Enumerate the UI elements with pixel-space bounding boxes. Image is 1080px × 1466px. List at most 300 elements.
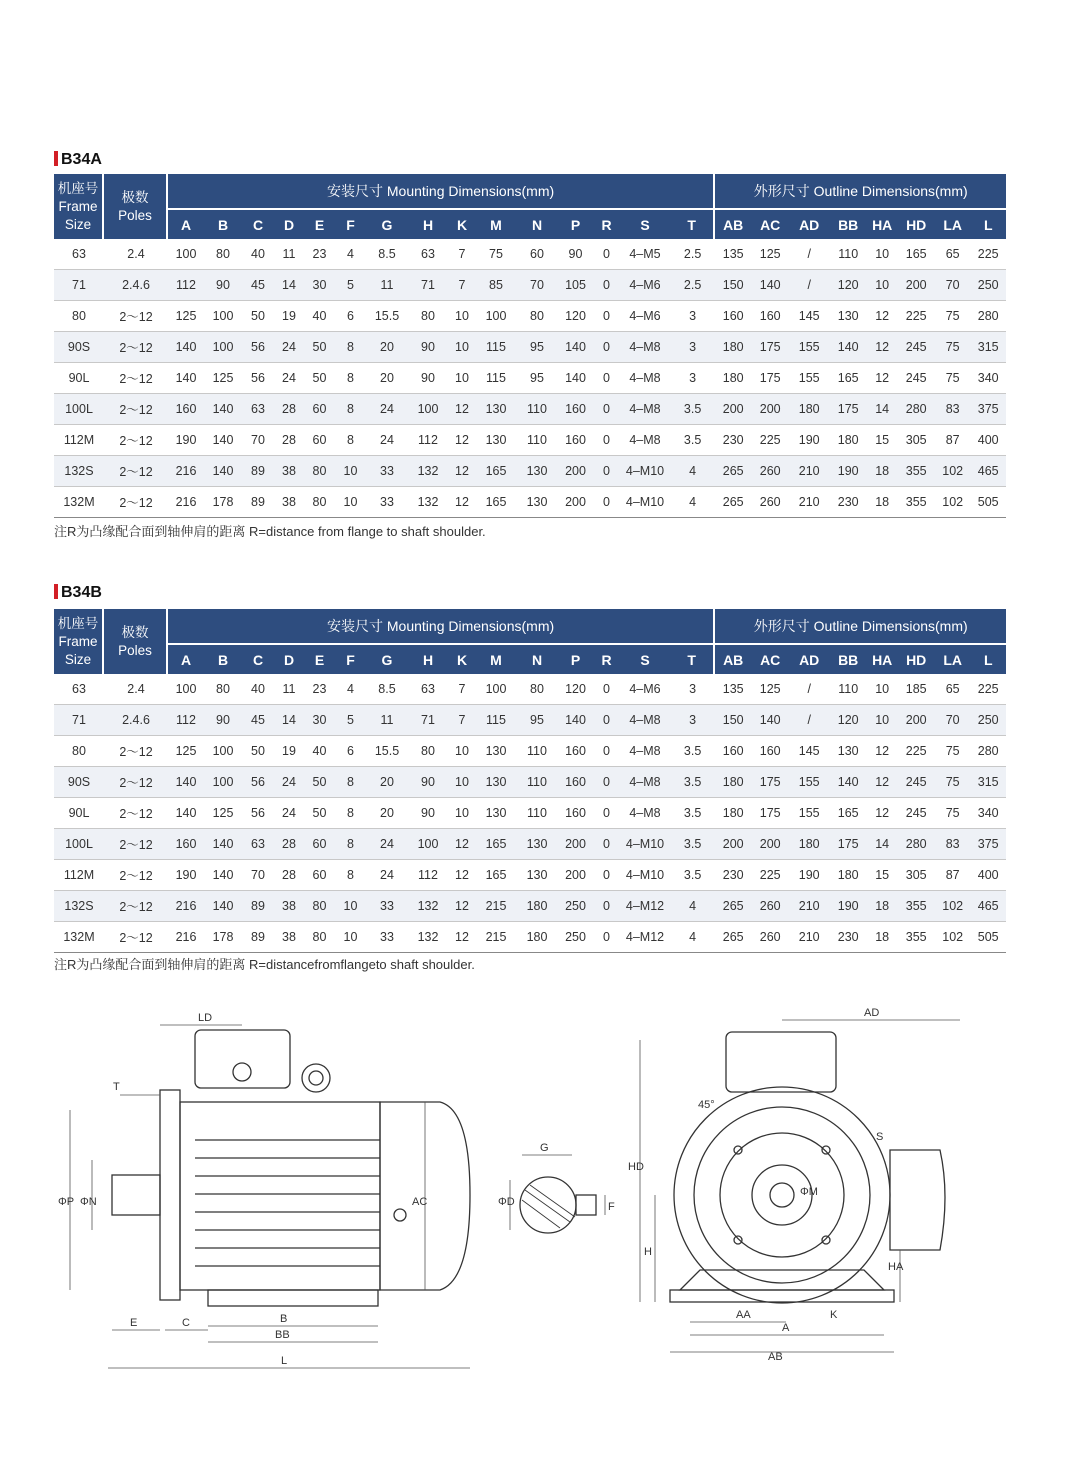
table-cell: 24 (274, 332, 304, 363)
table-cell: 80 (204, 239, 242, 270)
table-cell: 100 (408, 829, 448, 860)
table-cell: 50 (304, 767, 335, 798)
table-cell: 115 (476, 705, 516, 736)
table-cell: 165 (476, 456, 516, 487)
table-cell: 100 (204, 301, 242, 332)
table-cell: 38 (274, 487, 304, 518)
table-cell: 23 (304, 239, 335, 270)
table-cell: 225 (970, 674, 1006, 705)
table-cell: 265 (715, 922, 751, 953)
table-cell: 100 (204, 767, 242, 798)
column-header-ad: AD (789, 208, 829, 239)
table-cell: 140 (829, 767, 867, 798)
table-cell: 75 (935, 301, 970, 332)
table-cell: 10 (335, 456, 366, 487)
table-cell: 5 (335, 270, 366, 301)
table-cell: 3.5 (670, 394, 715, 425)
table-cell: 6 (335, 301, 366, 332)
table-cell: 4–M8 (620, 394, 670, 425)
table-cell: 30 (304, 270, 335, 301)
table-cell: 100 (204, 332, 242, 363)
table-cell: 140 (204, 394, 242, 425)
table-cell: 180 (789, 829, 829, 860)
table-cell: 60 (304, 394, 335, 425)
dimension-label: L (281, 1355, 288, 1367)
table-cell: 11 (274, 239, 304, 270)
table-cell: 24 (366, 425, 408, 456)
table-cell: 132M (54, 487, 104, 518)
table-cell: 112M (54, 860, 104, 891)
table-cell: 23 (304, 674, 335, 705)
table-cell: 80 (204, 674, 242, 705)
table-row (54, 332, 1006, 363)
dimension-label: LD (198, 1012, 213, 1024)
table-cell: 90S (54, 332, 104, 363)
table-row (54, 736, 1006, 767)
table-cell: 180 (516, 891, 558, 922)
table-cell: 28 (274, 425, 304, 456)
column-header-hd: HD (897, 643, 935, 674)
table-cell: 4–M10 (620, 829, 670, 860)
table-cell: 140 (168, 332, 204, 363)
table-cell: 315 (970, 767, 1006, 798)
table-cell: 2～12 (104, 394, 168, 425)
table-cell: 215 (476, 891, 516, 922)
table-cell: 145 (789, 736, 829, 767)
table-cell: 40 (304, 736, 335, 767)
column-header-ha: HA (867, 643, 897, 674)
column-header-f: F (335, 208, 366, 239)
table-cell: 265 (715, 487, 751, 518)
table-cell: 10 (335, 922, 366, 953)
table-cell: 12 (448, 487, 476, 518)
table-cell: 65 (935, 239, 970, 270)
table-cell: 465 (970, 456, 1006, 487)
table-cell: 265 (715, 456, 751, 487)
dimension-label: G (540, 1142, 549, 1154)
table-cell: 4–M8 (620, 363, 670, 394)
table-note-b34b: 注R为凸缘配合面到轴伸肩的距离 R=distancefromflangeto shaft shoulder. (54, 957, 475, 972)
table-row (54, 767, 1006, 798)
dimension-label: ΦM (800, 1186, 818, 1198)
table-cell: 155 (789, 767, 829, 798)
table-cell: 7 (448, 239, 476, 270)
table-cell: 190 (829, 891, 867, 922)
table-cell: 28 (274, 394, 304, 425)
table-cell: 75 (935, 363, 970, 394)
table-cell: 132 (408, 891, 448, 922)
table-cell: 33 (366, 456, 408, 487)
red-marker-icon (54, 151, 58, 166)
table-cell: 132 (408, 456, 448, 487)
table-cell: 140 (168, 363, 204, 394)
table-cell: 4 (335, 239, 366, 270)
table-cell: 2～12 (104, 829, 168, 860)
table-cell: 135 (715, 674, 751, 705)
table-cell: 110 (516, 767, 558, 798)
column-header-c: C (242, 208, 274, 239)
table-cell: 89 (242, 456, 274, 487)
table-cell: 102 (935, 891, 970, 922)
table-cell: 50 (242, 736, 274, 767)
table-cell: 4 (335, 674, 366, 705)
shaft-section-drawing (520, 1177, 596, 1233)
table-cell: 125 (168, 301, 204, 332)
column-header-p: P (558, 208, 593, 239)
table-cell: 90 (204, 705, 242, 736)
table-row (54, 363, 1006, 394)
table-cell: 160 (558, 767, 593, 798)
table-cell: 150 (715, 705, 751, 736)
frame-size-header: 机座号 Frame Size (54, 174, 104, 239)
table-cell: 132S (54, 456, 104, 487)
table-cell: 90 (408, 767, 448, 798)
column-header-ad: AD (789, 643, 829, 674)
table-cell: 375 (970, 394, 1006, 425)
table-cell: 155 (789, 332, 829, 363)
table-cell: 95 (516, 332, 558, 363)
table-cell: 70 (935, 270, 970, 301)
section-title-b34a: B34A (54, 151, 102, 169)
table-cell: 140 (168, 767, 204, 798)
table-cell: 14 (867, 829, 897, 860)
table-cell: 160 (168, 394, 204, 425)
table-cell: 130 (476, 767, 516, 798)
table-row (54, 674, 1006, 705)
table-cell: 3 (670, 332, 715, 363)
table-cell: 2～12 (104, 922, 168, 953)
dimension-label: H (644, 1246, 652, 1258)
outline-dimensions-header: 外形尺寸 Outline Dimensions(mm) (715, 609, 1006, 643)
table-cell: 112 (168, 270, 204, 301)
table-cell: 40 (242, 674, 274, 705)
table-cell: 38 (274, 891, 304, 922)
table-cell: 4–M10 (620, 456, 670, 487)
column-header-s: S (620, 643, 670, 674)
column-header-f: F (335, 643, 366, 674)
table-row (54, 394, 1006, 425)
table-cell: 100 (168, 674, 204, 705)
table-cell: 180 (829, 860, 867, 891)
table-cell: 4–M12 (620, 922, 670, 953)
table-cell: 280 (970, 301, 1006, 332)
table-cell: 505 (970, 922, 1006, 953)
table-cell: 8 (335, 860, 366, 891)
table-cell: 2.4.6 (104, 705, 168, 736)
table-cell: 110 (829, 674, 867, 705)
table-cell: 260 (751, 922, 789, 953)
table-cell: 180 (715, 767, 751, 798)
red-marker-icon (54, 584, 58, 599)
table-cell: 315 (970, 332, 1006, 363)
table-cell: 14 (867, 394, 897, 425)
dimension-label: E (130, 1317, 138, 1329)
table-cell: 63 (54, 674, 104, 705)
table-cell: 355 (897, 922, 935, 953)
table-cell: 130 (829, 301, 867, 332)
table-cell: 56 (242, 767, 274, 798)
table-cell: 71 (408, 270, 448, 301)
table-cell: 200 (558, 456, 593, 487)
column-header-k: K (448, 643, 476, 674)
table-cell: 280 (897, 394, 935, 425)
column-header-a: A (168, 643, 204, 674)
table-cell: 160 (715, 301, 751, 332)
table-cell: 120 (829, 270, 867, 301)
table-cell: 38 (274, 922, 304, 953)
table-cell: 280 (897, 829, 935, 860)
table-cell: 0 (593, 301, 620, 332)
table-cell: 80 (304, 456, 335, 487)
table-cell: 130 (476, 736, 516, 767)
table-cell: 245 (897, 363, 935, 394)
column-header-la: LA (935, 643, 970, 674)
table-cell: 80 (54, 301, 104, 332)
table-cell: 200 (715, 829, 751, 860)
table-cell: 3 (670, 363, 715, 394)
table-cell: 87 (935, 425, 970, 456)
motor-outline-drawings (0, 990, 1080, 1390)
table-cell: 63 (408, 239, 448, 270)
table-cell: 12 (448, 829, 476, 860)
table-cell: / (789, 705, 829, 736)
column-header-l: L (970, 208, 1006, 239)
table-cell: 4–M8 (620, 767, 670, 798)
table-cell: 18 (867, 891, 897, 922)
table-cell: 110 (516, 736, 558, 767)
table-cell: 100 (204, 736, 242, 767)
table-cell: 75 (935, 736, 970, 767)
table-cell: 90 (558, 239, 593, 270)
table-cell: 12 (867, 736, 897, 767)
table-cell: 12 (448, 891, 476, 922)
table-cell: 180 (715, 798, 751, 829)
table-cell: 140 (829, 332, 867, 363)
table-cell: 135 (715, 239, 751, 270)
table-cell: 56 (242, 363, 274, 394)
table-cell: 4–M12 (620, 891, 670, 922)
column-header-n: N (516, 643, 558, 674)
table-cell: 130 (829, 736, 867, 767)
column-header-la: LA (935, 208, 970, 239)
table-cell: 190 (829, 456, 867, 487)
table-cell: 230 (829, 922, 867, 953)
table-cell: 102 (935, 487, 970, 518)
column-header-t: T (670, 643, 715, 674)
table-cell: 190 (168, 860, 204, 891)
table-cell: 0 (593, 456, 620, 487)
table-cell: 5 (335, 705, 366, 736)
table-cell: 3.5 (670, 425, 715, 456)
table-cell: 4–M5 (620, 239, 670, 270)
table-cell: 80 (304, 922, 335, 953)
table-cell: 160 (558, 394, 593, 425)
table-cell: 112 (408, 425, 448, 456)
table-cell: 2～12 (104, 456, 168, 487)
table-cell: 83 (935, 829, 970, 860)
column-header-e: E (304, 643, 335, 674)
table-cell: 90S (54, 767, 104, 798)
table-cell: 80 (304, 487, 335, 518)
table-cell: 8.5 (366, 239, 408, 270)
mounting-dimensions-header: 安装尺寸 Mounting Dimensions(mm) (168, 609, 715, 643)
table-cell: 95 (516, 363, 558, 394)
table-cell: 225 (751, 860, 789, 891)
table-cell: 3 (670, 674, 715, 705)
table-cell: 40 (242, 239, 274, 270)
table-cell: 200 (558, 860, 593, 891)
table-cell: 305 (897, 425, 935, 456)
column-header-a: A (168, 208, 204, 239)
table-cell: 10 (335, 487, 366, 518)
table-cell: 24 (274, 767, 304, 798)
table-cell: 10 (867, 239, 897, 270)
table-cell: 7 (448, 705, 476, 736)
table-cell: 245 (897, 798, 935, 829)
table-cell: 505 (970, 487, 1006, 518)
table-cell: 4 (670, 487, 715, 518)
table-cell: 130 (476, 798, 516, 829)
table-cell: 245 (897, 332, 935, 363)
table-cell: 175 (829, 829, 867, 860)
column-header-b: B (204, 643, 242, 674)
table-cell: 56 (242, 332, 274, 363)
table-cell: 230 (715, 860, 751, 891)
table-cell: 200 (751, 394, 789, 425)
table-cell: 140 (751, 270, 789, 301)
table-cell: 180 (829, 425, 867, 456)
column-header-ab: AB (715, 208, 751, 239)
table-cell: 38 (274, 456, 304, 487)
table-cell: 3 (670, 705, 715, 736)
table-cell: 10 (335, 891, 366, 922)
table-cell: 375 (970, 829, 1006, 860)
table-cell: 140 (558, 332, 593, 363)
table-cell: 10 (867, 270, 897, 301)
table-cell: 225 (751, 425, 789, 456)
table-cell: 140 (204, 456, 242, 487)
table-cell: 0 (593, 860, 620, 891)
table-cell: 400 (970, 425, 1006, 456)
table-row (54, 860, 1006, 891)
table-cell: 130 (516, 829, 558, 860)
dimension-label: HA (888, 1261, 904, 1273)
table-cell: 24 (366, 394, 408, 425)
table-cell: 12 (867, 332, 897, 363)
table-cell: 4–M6 (620, 270, 670, 301)
table-cell: 15.5 (366, 301, 408, 332)
table-cell: 165 (829, 798, 867, 829)
table-cell: 100L (54, 829, 104, 860)
table-cell: 12 (448, 922, 476, 953)
table-cell: 63 (54, 239, 104, 270)
table-cell: 60 (516, 239, 558, 270)
table-cell: 15 (867, 425, 897, 456)
table-cell: 15.5 (366, 736, 408, 767)
table-cell: 355 (897, 487, 935, 518)
table-cell: 178 (204, 922, 242, 953)
table-cell: 112M (54, 425, 104, 456)
table-cell: 465 (970, 891, 1006, 922)
column-header-m: M (476, 208, 516, 239)
table-cell: 110 (516, 798, 558, 829)
table-cell: 89 (242, 891, 274, 922)
table-cell: 10 (448, 301, 476, 332)
table-cell: 10 (448, 332, 476, 363)
table-cell: 70 (516, 270, 558, 301)
table-cell: 120 (558, 674, 593, 705)
table-cell: 145 (789, 301, 829, 332)
table-cell: 0 (593, 425, 620, 456)
table-cell: 71 (408, 705, 448, 736)
table-cell: 70 (242, 860, 274, 891)
table-cell: 10 (448, 767, 476, 798)
table-cell: 11 (274, 674, 304, 705)
section-title-b34b: B34B (54, 584, 102, 602)
table-cell: 132S (54, 891, 104, 922)
table-cell: 175 (751, 798, 789, 829)
front-view-drawing (670, 1032, 945, 1303)
table-cell: 160 (558, 425, 593, 456)
table-cell: 340 (970, 798, 1006, 829)
column-header-ac: AC (751, 643, 789, 674)
table-cell: 0 (593, 239, 620, 270)
table-cell: 8 (335, 798, 366, 829)
table-cell: 90 (204, 270, 242, 301)
table-cell: 110 (516, 425, 558, 456)
poles-header: 极数 Poles (104, 174, 168, 239)
table-cell: 50 (304, 363, 335, 394)
column-header-h: H (408, 643, 448, 674)
table-cell: 71 (54, 705, 104, 736)
column-header-g: G (366, 208, 408, 239)
table-cell: 110 (516, 394, 558, 425)
table-cell: 250 (970, 705, 1006, 736)
table-cell: 165 (476, 487, 516, 518)
table-cell: 200 (751, 829, 789, 860)
table-cell: 155 (789, 363, 829, 394)
table-cell: 11 (366, 270, 408, 301)
table-cell: 250 (558, 922, 593, 953)
table-cell: 225 (897, 736, 935, 767)
table-cell: 100 (408, 394, 448, 425)
table-cell: 3.5 (670, 829, 715, 860)
table-cell: 45 (242, 705, 274, 736)
table-cell: 100 (168, 239, 204, 270)
table-cell: 165 (829, 363, 867, 394)
column-header-n: N (516, 208, 558, 239)
table-cell: 100 (476, 301, 516, 332)
table-cell: 160 (558, 798, 593, 829)
table-cell: 230 (829, 487, 867, 518)
table-cell: 12 (867, 363, 897, 394)
table-cell: 225 (897, 301, 935, 332)
table-cell: 28 (274, 829, 304, 860)
table-cell: 105 (558, 270, 593, 301)
table-cell: 2～12 (104, 798, 168, 829)
table-cell: 0 (593, 891, 620, 922)
table-cell: 132 (408, 487, 448, 518)
table-cell: 18 (867, 456, 897, 487)
table-cell: 12 (448, 456, 476, 487)
table-cell: 8 (335, 767, 366, 798)
table-row (54, 239, 1006, 270)
dimension-label: ΦD (498, 1196, 515, 1208)
table-cell: 90 (408, 798, 448, 829)
table-cell: 210 (789, 487, 829, 518)
table-cell: 10 (448, 798, 476, 829)
table-cell: 14 (274, 705, 304, 736)
